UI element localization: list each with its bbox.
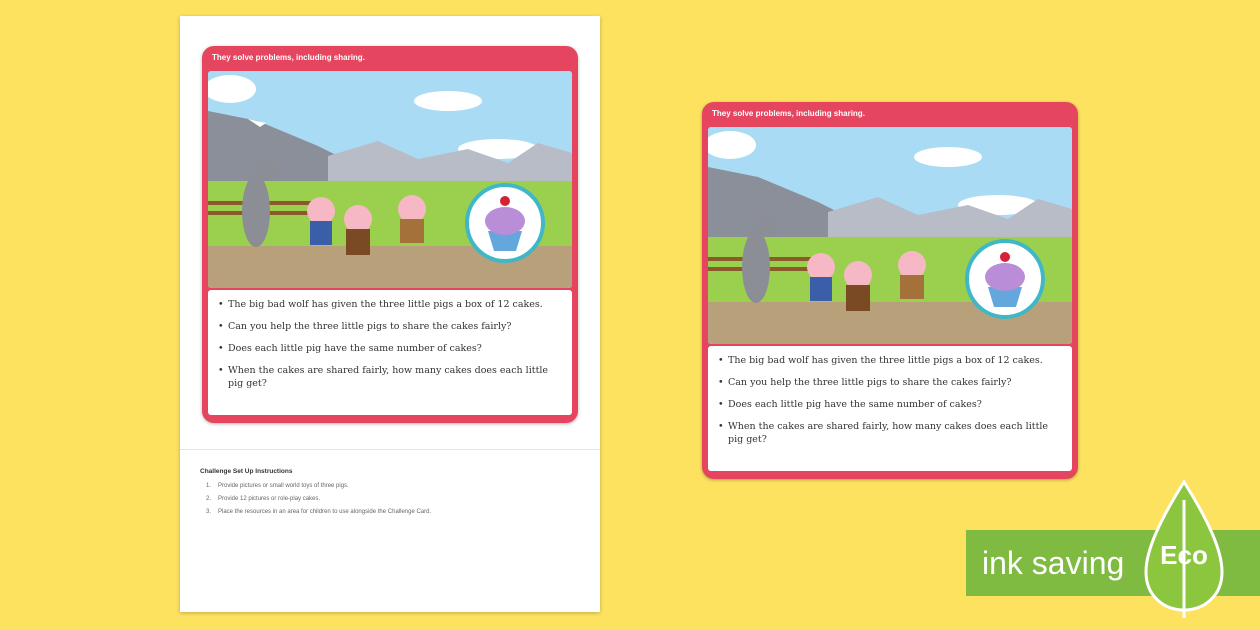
card-questions — [708, 346, 1072, 471]
question-item: • Does each little pig have the same number of cakes? — [718, 398, 1062, 411]
setup-step: 2. Provide 12 pictures or role-play cakes. — [206, 496, 321, 502]
question-item: • Can you help the three little pigs to share the cakes fairly? — [718, 376, 1062, 389]
challenge-card-large — [702, 102, 1078, 479]
setup-instructions — [200, 468, 570, 522]
card-header: They solve problems, including sharing. — [712, 109, 865, 118]
card-illustration — [208, 71, 572, 288]
page-divider — [180, 449, 600, 450]
card-questions — [208, 290, 572, 415]
card-header: They solve problems, including sharing. — [212, 53, 365, 62]
question-item: • When the cakes are shared fairly, how many cakes does each little pig get? — [218, 364, 562, 390]
setup-title: Challenge Set Up Instructions — [200, 468, 293, 475]
challenge-card-small — [202, 46, 578, 423]
card-illustration — [708, 127, 1072, 344]
setup-step: 1. Provide pictures or small world toys of three pigs. — [206, 483, 349, 489]
question-item: • The big bad wolf has given the three little pigs a box of 12 cakes. — [718, 354, 1062, 367]
question-item: • When the cakes are shared fairly, how many cakes does each little pig get? — [718, 420, 1062, 446]
setup-step: 3. Place the resources in an area for children to use alongside the Challenge Card. — [206, 509, 432, 515]
ink-saving-label: ink saving — [982, 545, 1125, 581]
eco-label: Eco — [1160, 540, 1208, 570]
question-item: • The big bad wolf has given the three little pigs a box of 12 cakes. — [218, 298, 562, 311]
question-item: • Does each little pig have the same number of cakes? — [218, 342, 562, 355]
question-item: • Can you help the three little pigs to share the cakes fairly? — [218, 320, 562, 333]
printable-page — [180, 16, 600, 612]
